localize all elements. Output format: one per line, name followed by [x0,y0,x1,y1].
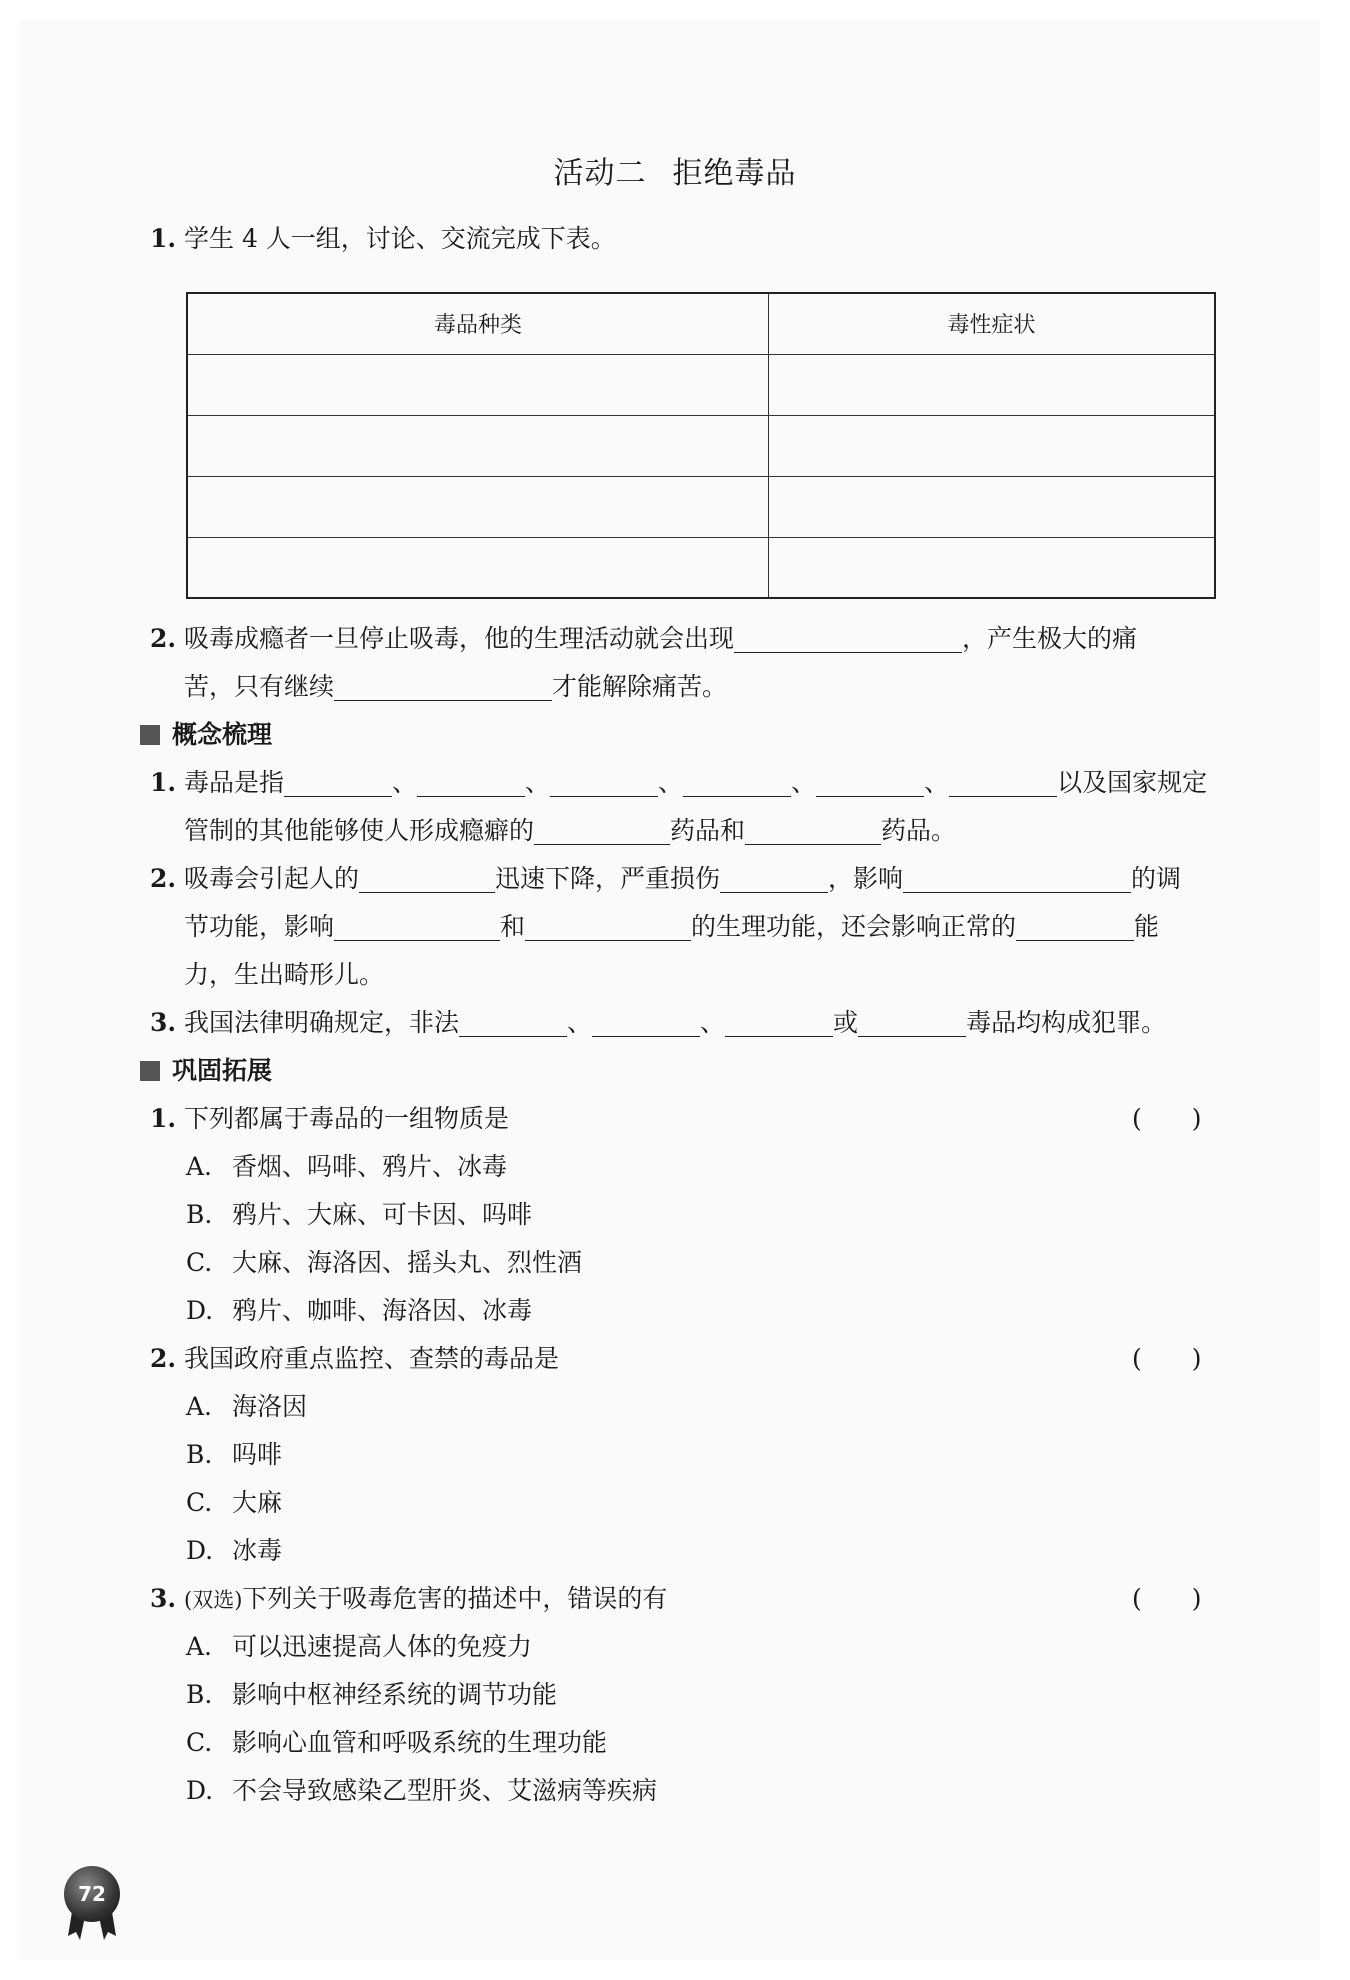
option-item[interactable]: D. 鸦片、咖啡、海洛因、冰毒 [186,1296,533,1325]
option-item[interactable]: B. 影响中枢神经系统的调节功能 [186,1680,558,1709]
section-marker-icon [140,1061,160,1081]
concept-question-2-cont: 节功能，影响 和 的生理功能，还会影响正常的 能 [184,912,1160,941]
fill-blank[interactable] [525,914,691,941]
practice-question-1: 1. 下列都属于毒品的一组物质是 [150,1104,510,1133]
fill-blank[interactable] [683,770,791,797]
fill-blank[interactable] [1016,914,1134,941]
fill-blank[interactable] [334,914,500,941]
table-cell[interactable] [187,354,769,415]
option-item[interactable]: A. 可以迅速提高人体的免疫力 [186,1632,533,1661]
concept-question-1-cont: 管制的其他能够使人形成瘾癖的 药品和 药品。 [184,816,957,845]
option-item[interactable]: C. 影响心血管和呼吸系统的生理功能 [186,1728,608,1757]
section-heading-concepts: 概念梳理 [140,718,272,752]
table-row [187,476,1215,537]
fill-blank[interactable] [334,674,552,701]
table-cell[interactable] [769,415,1216,476]
table-row [187,354,1215,415]
fill-blank[interactable] [550,770,658,797]
answer-bracket[interactable]: ( ) [1132,1104,1202,1133]
practice-question-2: 2. 我国政府重点监控、查禁的毒品是 [150,1344,560,1373]
option-item[interactable]: C. 大麻、海洛因、摇头丸、烈性酒 [186,1248,583,1277]
option-item[interactable]: C. 大麻 [186,1488,283,1517]
section-marker-icon [140,725,160,745]
activity-question-2: 2. 吸毒成瘾者一旦停止吸毒，他的生理活动就会出现 ，产生极大的痛 [150,624,1138,653]
fill-blank[interactable] [284,770,392,797]
table-cell[interactable] [769,354,1216,415]
concept-question-2-cont2: 力，生出畸形儿。 [184,960,385,989]
fill-blank[interactable] [858,1010,966,1037]
table-cell[interactable] [769,476,1216,537]
table-cell[interactable] [769,537,1216,598]
page-title [0,148,1350,192]
fill-blank[interactable] [903,866,1131,893]
answer-bracket[interactable]: ( ) [1132,1584,1202,1613]
practice-question-3: 3. (双选)下列关于吸毒危害的描述中，错误的有 [150,1584,668,1613]
fill-blank[interactable] [725,1010,833,1037]
fill-blank[interactable] [359,866,495,893]
fill-blank[interactable] [734,626,962,653]
title-part2: 拒绝毒品 [672,156,797,191]
fill-blank[interactable] [816,770,924,797]
table-row [187,537,1215,598]
option-item[interactable]: A. 海洛因 [186,1392,308,1421]
table-header: 毒性症状 [769,293,1216,354]
option-item[interactable]: B. 鸦片、大麻、可卡因、吗啡 [186,1200,533,1229]
activity-question-1: 1. 学生 4 人一组，讨论、交流完成下表。 [150,224,616,253]
concept-question-2: 2. 吸毒会引起人的 迅速下降，严重损伤 ，影响 的调 [150,864,1182,893]
table-cell[interactable] [187,476,769,537]
fill-blank[interactable] [949,770,1057,797]
title-part1: 活动二 [553,156,647,191]
section-heading-practice: 巩固拓展 [140,1054,272,1088]
concept-question-1: 1. 毒品是指 、 、 、 、 、 以及国家规定 [150,768,1208,797]
concept-question-3: 3. 我国法律明确规定，非法 、 、 或 毒品均构成犯罪。 [150,1008,1167,1037]
answer-bracket[interactable]: ( ) [1132,1344,1202,1373]
drug-table [186,292,1216,599]
fill-blank[interactable] [459,1010,567,1037]
table-cell[interactable] [187,415,769,476]
option-item[interactable]: D. 冰毒 [186,1536,283,1565]
fill-blank[interactable] [592,1010,700,1037]
fill-blank[interactable] [534,818,670,845]
option-item[interactable]: A. 香烟、吗啡、鸦片、冰毒 [186,1152,508,1181]
page-number-badge: 72 [64,1866,120,1922]
table-cell[interactable] [187,537,769,598]
fill-blank[interactable] [417,770,525,797]
table-header: 毒品种类 [187,293,769,354]
table-header-row [187,293,1215,354]
option-item[interactable]: D. 不会导致感染乙型肝炎、艾滋病等疾病 [186,1776,658,1805]
table-row [187,415,1215,476]
fill-blank[interactable] [745,818,881,845]
fill-blank[interactable] [720,866,828,893]
option-item[interactable]: B. 吗啡 [186,1440,283,1469]
activity-question-2-cont: 苦，只有继续 才能解除痛苦。 [184,672,728,701]
